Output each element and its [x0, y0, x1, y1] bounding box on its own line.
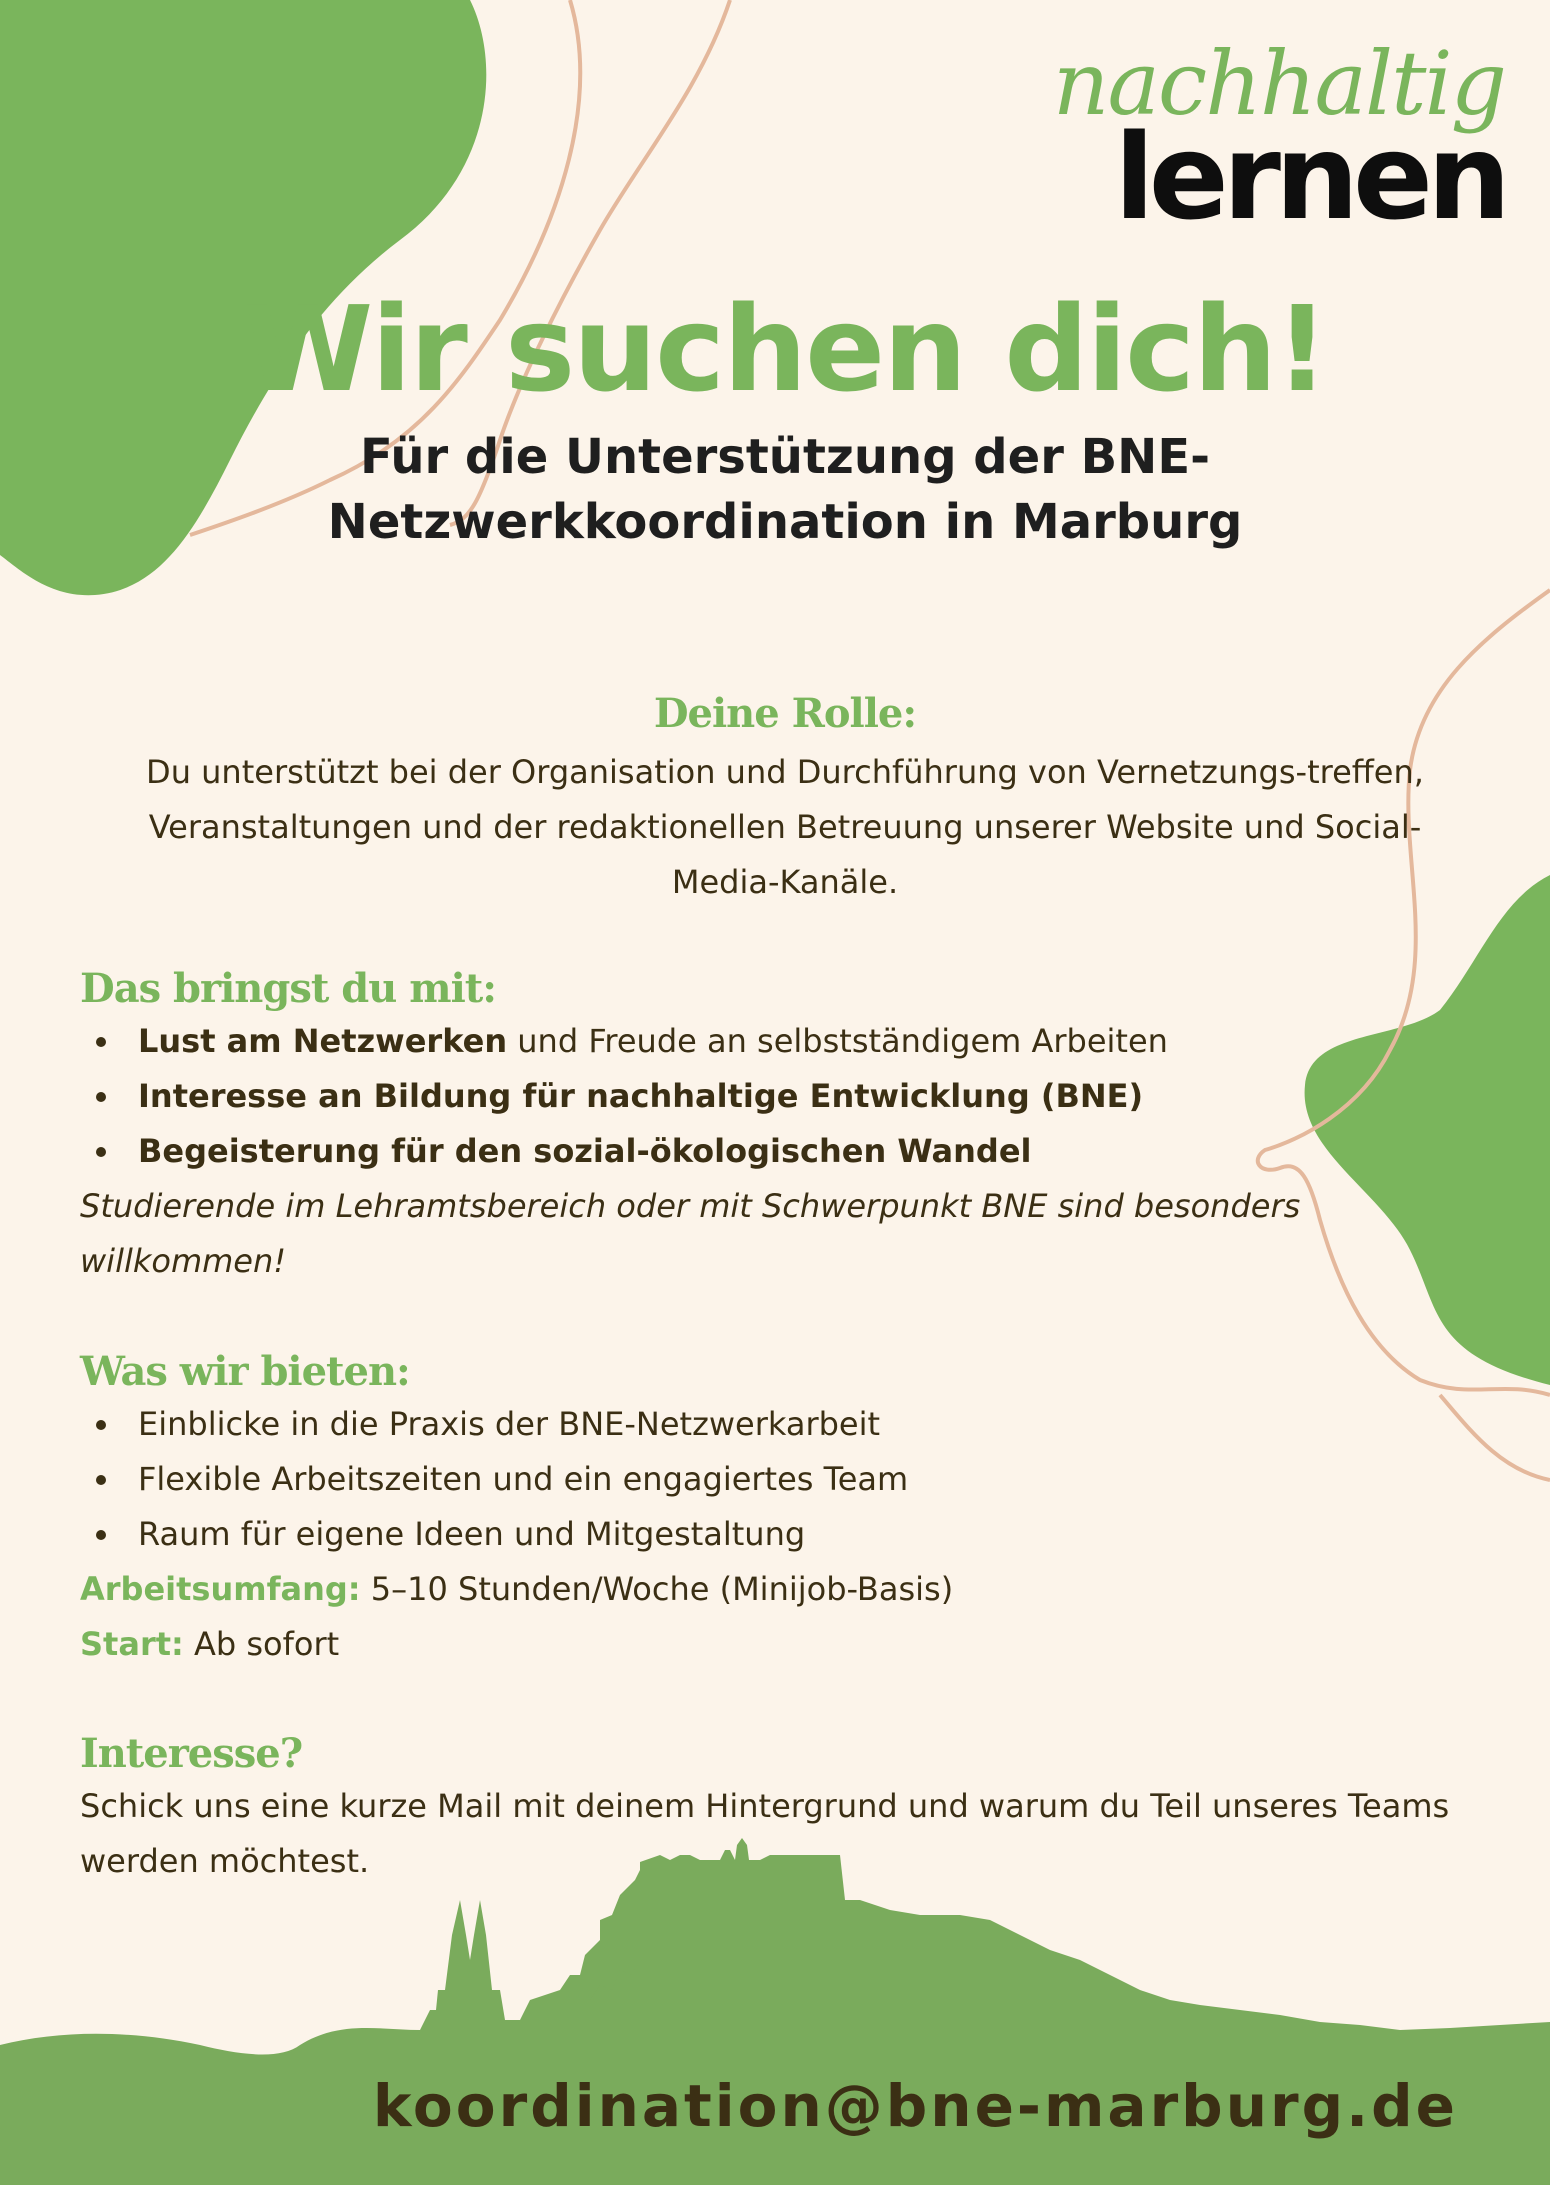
logo-script-text: nachhaltig [1052, 32, 1505, 135]
logo-bold-text: lernen [1114, 108, 1505, 246]
subheadline [0, 425, 1550, 555]
list-item [80, 1069, 1400, 1124]
start-date [80, 1617, 1400, 1672]
list-item: Einblicke in die Praxis der BNE-Netzwerkarbeit [80, 1397, 1400, 1452]
section-requirements [80, 965, 1400, 1289]
section-interest [80, 1730, 1480, 1889]
subheadline-line-1: Für die Unterstützung der BNE- [359, 429, 1211, 485]
subheadline-line-2: Netzwerkkoordination in Marburg [327, 493, 1243, 550]
list-item: Raum für eigene Ideen und Mitgestaltung [80, 1507, 1400, 1562]
role-line-2: Veranstaltungen und der redaktionellen Betreuung unserer Website und Social- [148, 808, 1422, 846]
list-item: Flexible Arbeitszeiten und ein engagiertes Team [80, 1452, 1400, 1507]
role-line-3: Media-Kanäle. [671, 863, 899, 901]
role-description [80, 745, 1490, 910]
section-title-requirements: Das bringst du mit: [80, 965, 496, 1012]
workload-label: Arbeitsumfang: [80, 1570, 361, 1608]
offer-list [80, 1397, 1400, 1562]
workload [80, 1562, 1400, 1617]
section-title-interest: Interesse? [80, 1730, 303, 1777]
headline: Wir suchen dich! [243, 280, 1327, 418]
workload-value: 5–10 Stunden/Woche (Minijob-Basis) [360, 1570, 954, 1608]
requirements-note [80, 1179, 1400, 1289]
list-item [80, 1014, 1400, 1069]
section-title-offer: Was wir bieten: [80, 1348, 410, 1395]
logo [1005, 32, 1505, 246]
section-offer [80, 1348, 1400, 1672]
requirement-strong: Interesse an Bildung für nachhaltige Entwicklung (BNE) [138, 1077, 1144, 1115]
start-value: Ab sofort [183, 1625, 340, 1663]
section-title-role: Deine Rolle: [653, 690, 917, 737]
contact-email[interactable]: koordination@bne-marburg.de [372, 2072, 1458, 2140]
requirement-strong: Begeisterung für den sozial-ökologischen Wandel [138, 1132, 1032, 1170]
interest-line-1: Schick uns eine kurze Mail mit deinem Hintergrund und warum du Teil unseres Teams [80, 1787, 1450, 1825]
requirement-rest: und Freude an selbstständigem Arbeiten [507, 1022, 1168, 1060]
list-item [80, 1124, 1400, 1179]
section-role [80, 690, 1490, 910]
note-line-1: Studierende im Lehramtsbereich oder mit Schwerpunkt BNE sind besonders [80, 1187, 1301, 1225]
requirement-strong: Lust am Netzwerken [138, 1022, 508, 1060]
interest-text [80, 1779, 1480, 1889]
interest-line-2: werden möchtest. [80, 1842, 370, 1880]
requirements-list [80, 1014, 1400, 1179]
note-line-2: willkommen! [80, 1242, 287, 1280]
role-line-1: Du unterstützt bei der Organisation und Durchführung von Vernetzungs-treffen, [146, 753, 1424, 791]
start-label: Start: [80, 1625, 184, 1663]
